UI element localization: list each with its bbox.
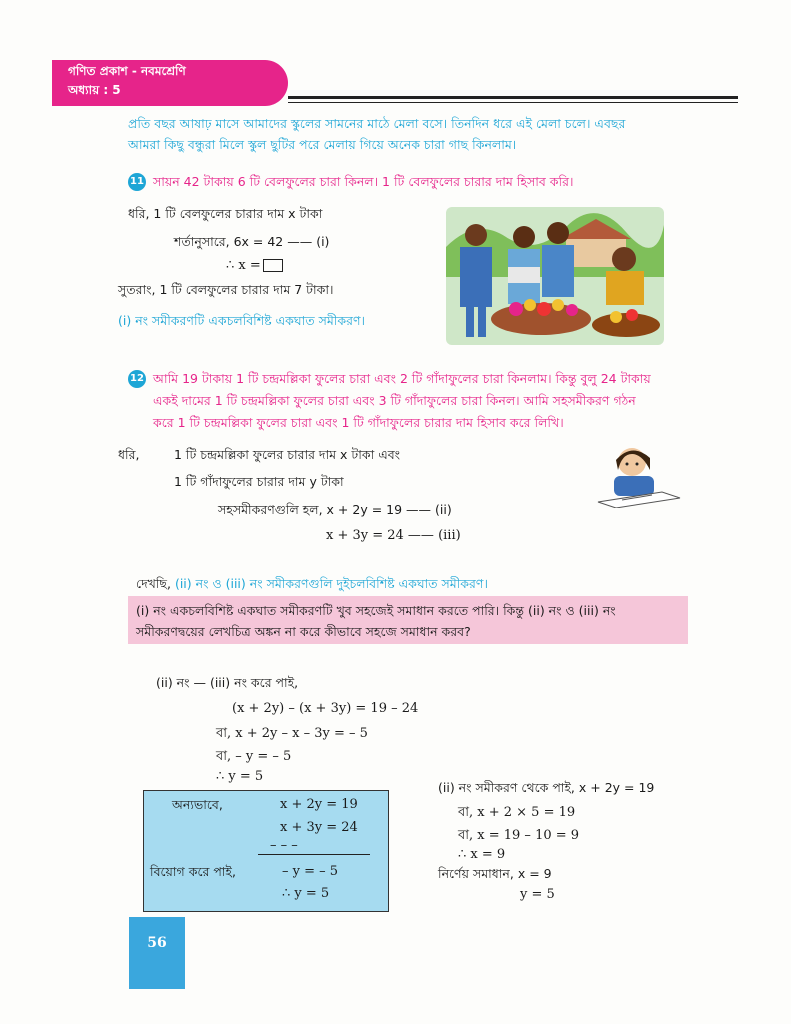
problem-12-let-line-1: 1 টি চন্দ্রমল্লিকা ফুলের চারার দাম x টাকা এবং bbox=[174, 447, 401, 462]
problem-12-let-line-2: 1 টি গাঁদাফুলের চারার দাম y টাকা bbox=[174, 474, 344, 489]
from-eq-line-6: y = 5 bbox=[520, 887, 555, 902]
intro-line-1: প্রতি বছর আষাঢ় মাসে আমাদের স্কুলের সামনের মাঠে মেলা বসে। তিনদিন ধরে এই মেলা চলে। এবছর bbox=[128, 116, 626, 131]
problem-12-statement-3: করে 1 টি চন্দ্রমল্লিকা ফুলের চারা এবং 1 টি গাঁদাফুলের চারার দাম হিসাব করে লিখি। bbox=[153, 415, 564, 430]
alt-label: অন্যভাবে, bbox=[172, 797, 223, 812]
solution-step-5: ∴ y = 5 bbox=[216, 769, 264, 784]
therefore-text: ∴ x = bbox=[226, 258, 261, 273]
alt-equation-2: x + 3y = 24 bbox=[280, 820, 358, 835]
alt-signs: – – – bbox=[270, 838, 298, 853]
problem-12-statement-2: একই দামের 1 টি চন্দ্রমল্লিকা ফুলের চারা এবং 3 টি গাঁদাফুলের চারা কিনল। আমি সহসমীকরণ গঠন bbox=[153, 393, 636, 408]
problem-12-equation-iii: x + 3y = 24 —— (iii) bbox=[326, 528, 461, 543]
problem-11-result: সুতরাং, 1 টি বেলফুলের চারার দাম 7 টাকা। bbox=[118, 282, 334, 297]
answer-blank-box bbox=[263, 259, 283, 272]
pink-note-line-2: সমীকরণদ্বয়ের লেখচিত্র অঙ্কন না করে কীভাবে সহজে সমাধান করব? bbox=[136, 624, 471, 639]
alt-subtract-label: বিয়োগ করে পাই, bbox=[150, 864, 236, 879]
problem-11-condition: শর্তানুসারে, 6x = 42 —— (i) bbox=[174, 234, 330, 249]
solution-step-3: বা, x + 2y – x – 3y = – 5 bbox=[216, 726, 368, 741]
page-number: 56 bbox=[147, 935, 167, 951]
problem-12-let-label: ধরি, bbox=[118, 447, 140, 462]
header-rule bbox=[288, 96, 738, 99]
from-eq-line-4: ∴ x = 9 bbox=[458, 847, 506, 862]
chapter-number: অধ্যায় : 5 bbox=[68, 83, 121, 97]
alt-equation-1: x + 2y = 19 bbox=[280, 797, 358, 812]
problem-11-note: (i) নং সমীকরণটি একচলবিশিষ্ট একঘাত সমীকরণ। bbox=[118, 313, 365, 328]
alt-subtraction-rule bbox=[258, 854, 370, 855]
page-number-tab bbox=[129, 917, 185, 989]
problem-12-equation-ii: সহসমীকরণগুলি হল, x + 2y = 19 —— (ii) bbox=[218, 502, 452, 517]
illustration-girl-writing bbox=[592, 440, 684, 508]
solution-step-2: (x + 2y) – (x + 3y) = 19 – 24 bbox=[232, 701, 419, 716]
illustration-students-buying-plants bbox=[446, 207, 664, 345]
observation-line bbox=[136, 576, 488, 596]
header-rule-thin bbox=[288, 102, 738, 103]
from-eq-line-2: বা, x + 2 × 5 = 19 bbox=[458, 805, 576, 820]
problem-11-badge: 11 bbox=[128, 173, 146, 191]
problem-12-badge: 12 bbox=[128, 370, 146, 388]
book-title: গণিত প্রকাশ - নবমশ্রেণি bbox=[68, 64, 186, 78]
observation-prefix: দেখছি, bbox=[136, 576, 175, 591]
from-eq-line-1: (ii) নং সমীকরণ থেকে পাই, x + 2y = 19 bbox=[438, 780, 655, 795]
solution-step-1: (ii) নং — (iii) নং করে পাই, bbox=[156, 675, 299, 690]
problem-11-therefore bbox=[226, 258, 283, 273]
problem-12-statement-1: আমি 19 টাকায় 1 টি চন্দ্রমল্লিকা ফুলের চারা এবং 2 টি গাঁদাফুলের চারা কিনলাম। কিন্তু বুলু 24 টাকায় bbox=[153, 371, 651, 386]
solution-step-4: বা, – y = – 5 bbox=[216, 749, 292, 764]
alt-result-1: – y = – 5 bbox=[282, 864, 339, 879]
observation-text: (ii) নং ও (iii) নং সমীকরণগুলি দুইচলবিশিষ্ট একঘাত সমীকরণ। bbox=[174, 576, 488, 591]
from-eq-line-5: নির্ণেয় সমাধান, x = 9 bbox=[438, 866, 552, 881]
alt-result-2: ∴ y = 5 bbox=[282, 886, 330, 901]
problem-11-statement: সায়ন 42 টাকায় 6 টি বেলফুলের চারা কিনল। 1 টি বেলফুলের চারার দাম হিসাব করি। bbox=[153, 174, 574, 189]
pink-note-line-1: (i) নং একচলবিশিষ্ট একঘাত সমীকরণটি খুব সহজেই সমাধান করতে পারি। কিন্তু (ii) নং ও (iii) নং bbox=[136, 603, 616, 618]
problem-11-let: ধরি, 1 টি বেলফুলের চারার দাম x টাকা bbox=[128, 206, 323, 221]
from-eq-line-3: বা, x = 19 – 10 = 9 bbox=[458, 828, 580, 843]
intro-line-2: আমরা কিছু বন্ধুরা মিলে স্কুল ছুটির পরে মেলায় গিয়ে অনেক চারা গাছ কিনলাম। bbox=[128, 137, 517, 152]
